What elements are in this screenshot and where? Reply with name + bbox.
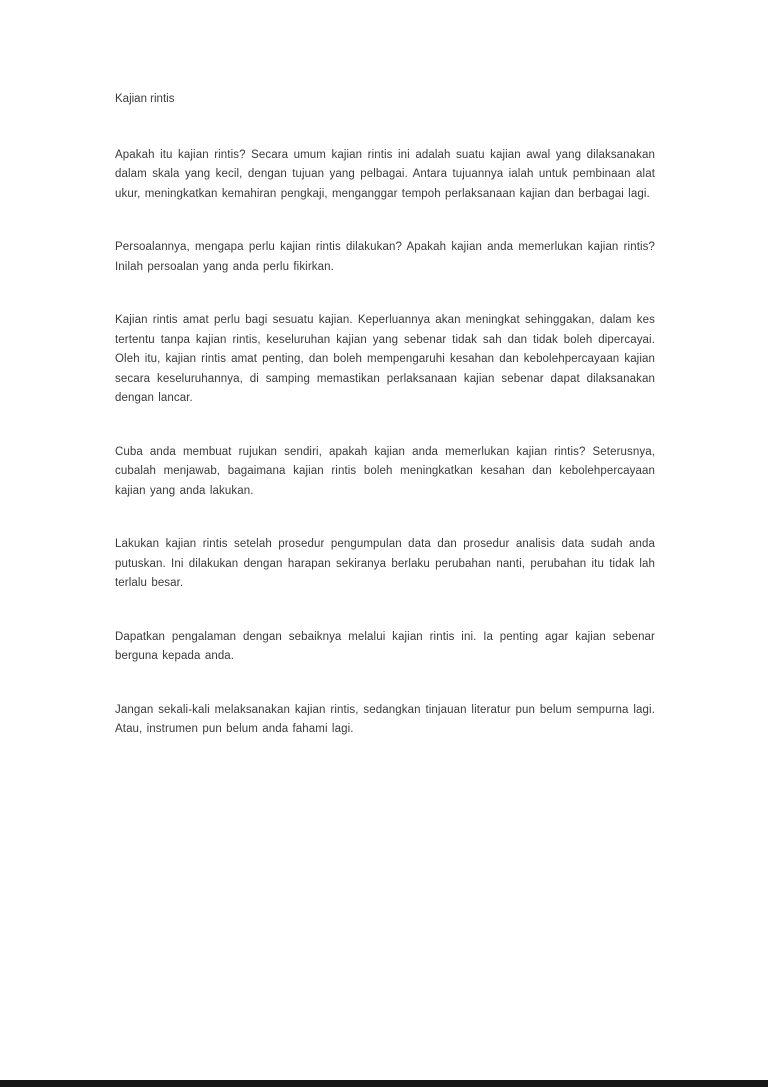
page-title: Kajian rintis [115,93,175,105]
bottom-bar [0,1080,768,1087]
paragraph-timing: Lakukan kajian rintis setelah prosedur pengumpulan data dan prosedur analisis data sudah anda putuskan. Ini dilakukan dengan harapan sekiranya berlaku perubahan nanti, perubahan itu tidak lah terlalu besar. [115,538,655,589]
paragraph-importance: Kajian rintis amat perlu bagi sesuatu kajian. Keperluannya akan meningkat sehinggakan, dalam kes tertentu tanpa kajian rintis, keseluruhan kajian yang sebenar tidak sah dan tidak boleh dipercayai. Oleh itu, kajian rintis amat penting, dan boleh mempengaruhi kesahan dan kebolehpercayaan kajian secara keseluruhannya, di samping memastikan perlaksanaan kajian sebenar dapat dilaksanakan dengan lancar. [115,314,655,404]
paragraph-reflection: Cuba anda membuat rujukan sendiri, apakah kajian anda memerlukan kajian rintis? Seterusnya, cubalah menjawab, bagaimana kajian rintis boleh meningkatkan kesahan dan kebolehpercayaan kajian yang anda lakukan. [115,445,655,497]
paragraph-experience: Dapatkan pengalaman dengan sebaiknya melalui kajian rintis ini. Ia penting agar kajian sebenar berguna kepada anda. [115,630,655,662]
paragraph-warning: Jangan sekali-kali melaksanakan kajian rintis, sedangkan tinjauan literatur pun belum sempurna lagi. Atau, instrumen pun belum anda fahami lagi. [115,703,655,735]
paragraph-question: Persoalannya, mengapa perlu kajian rintis dilakukan? Apakah kajian anda memerlukan kajian rintis? Inilah persoalan yang anda perlu fikirkan. [115,241,655,273]
paragraph-intro: Apakah itu kajian rintis? Secara umum kajian rintis ini adalah suatu kajian awal yang dilaksanakan dalam skala yang kecil, dengan tujuan yang pelbagai. Antara tujuannya ialah untuk pembinaan alat ukur, meningkatkan kemahiran pengkaji, menganggar tempoh perlaksanaan kajian dan berbagai lagi. [115,148,655,200]
